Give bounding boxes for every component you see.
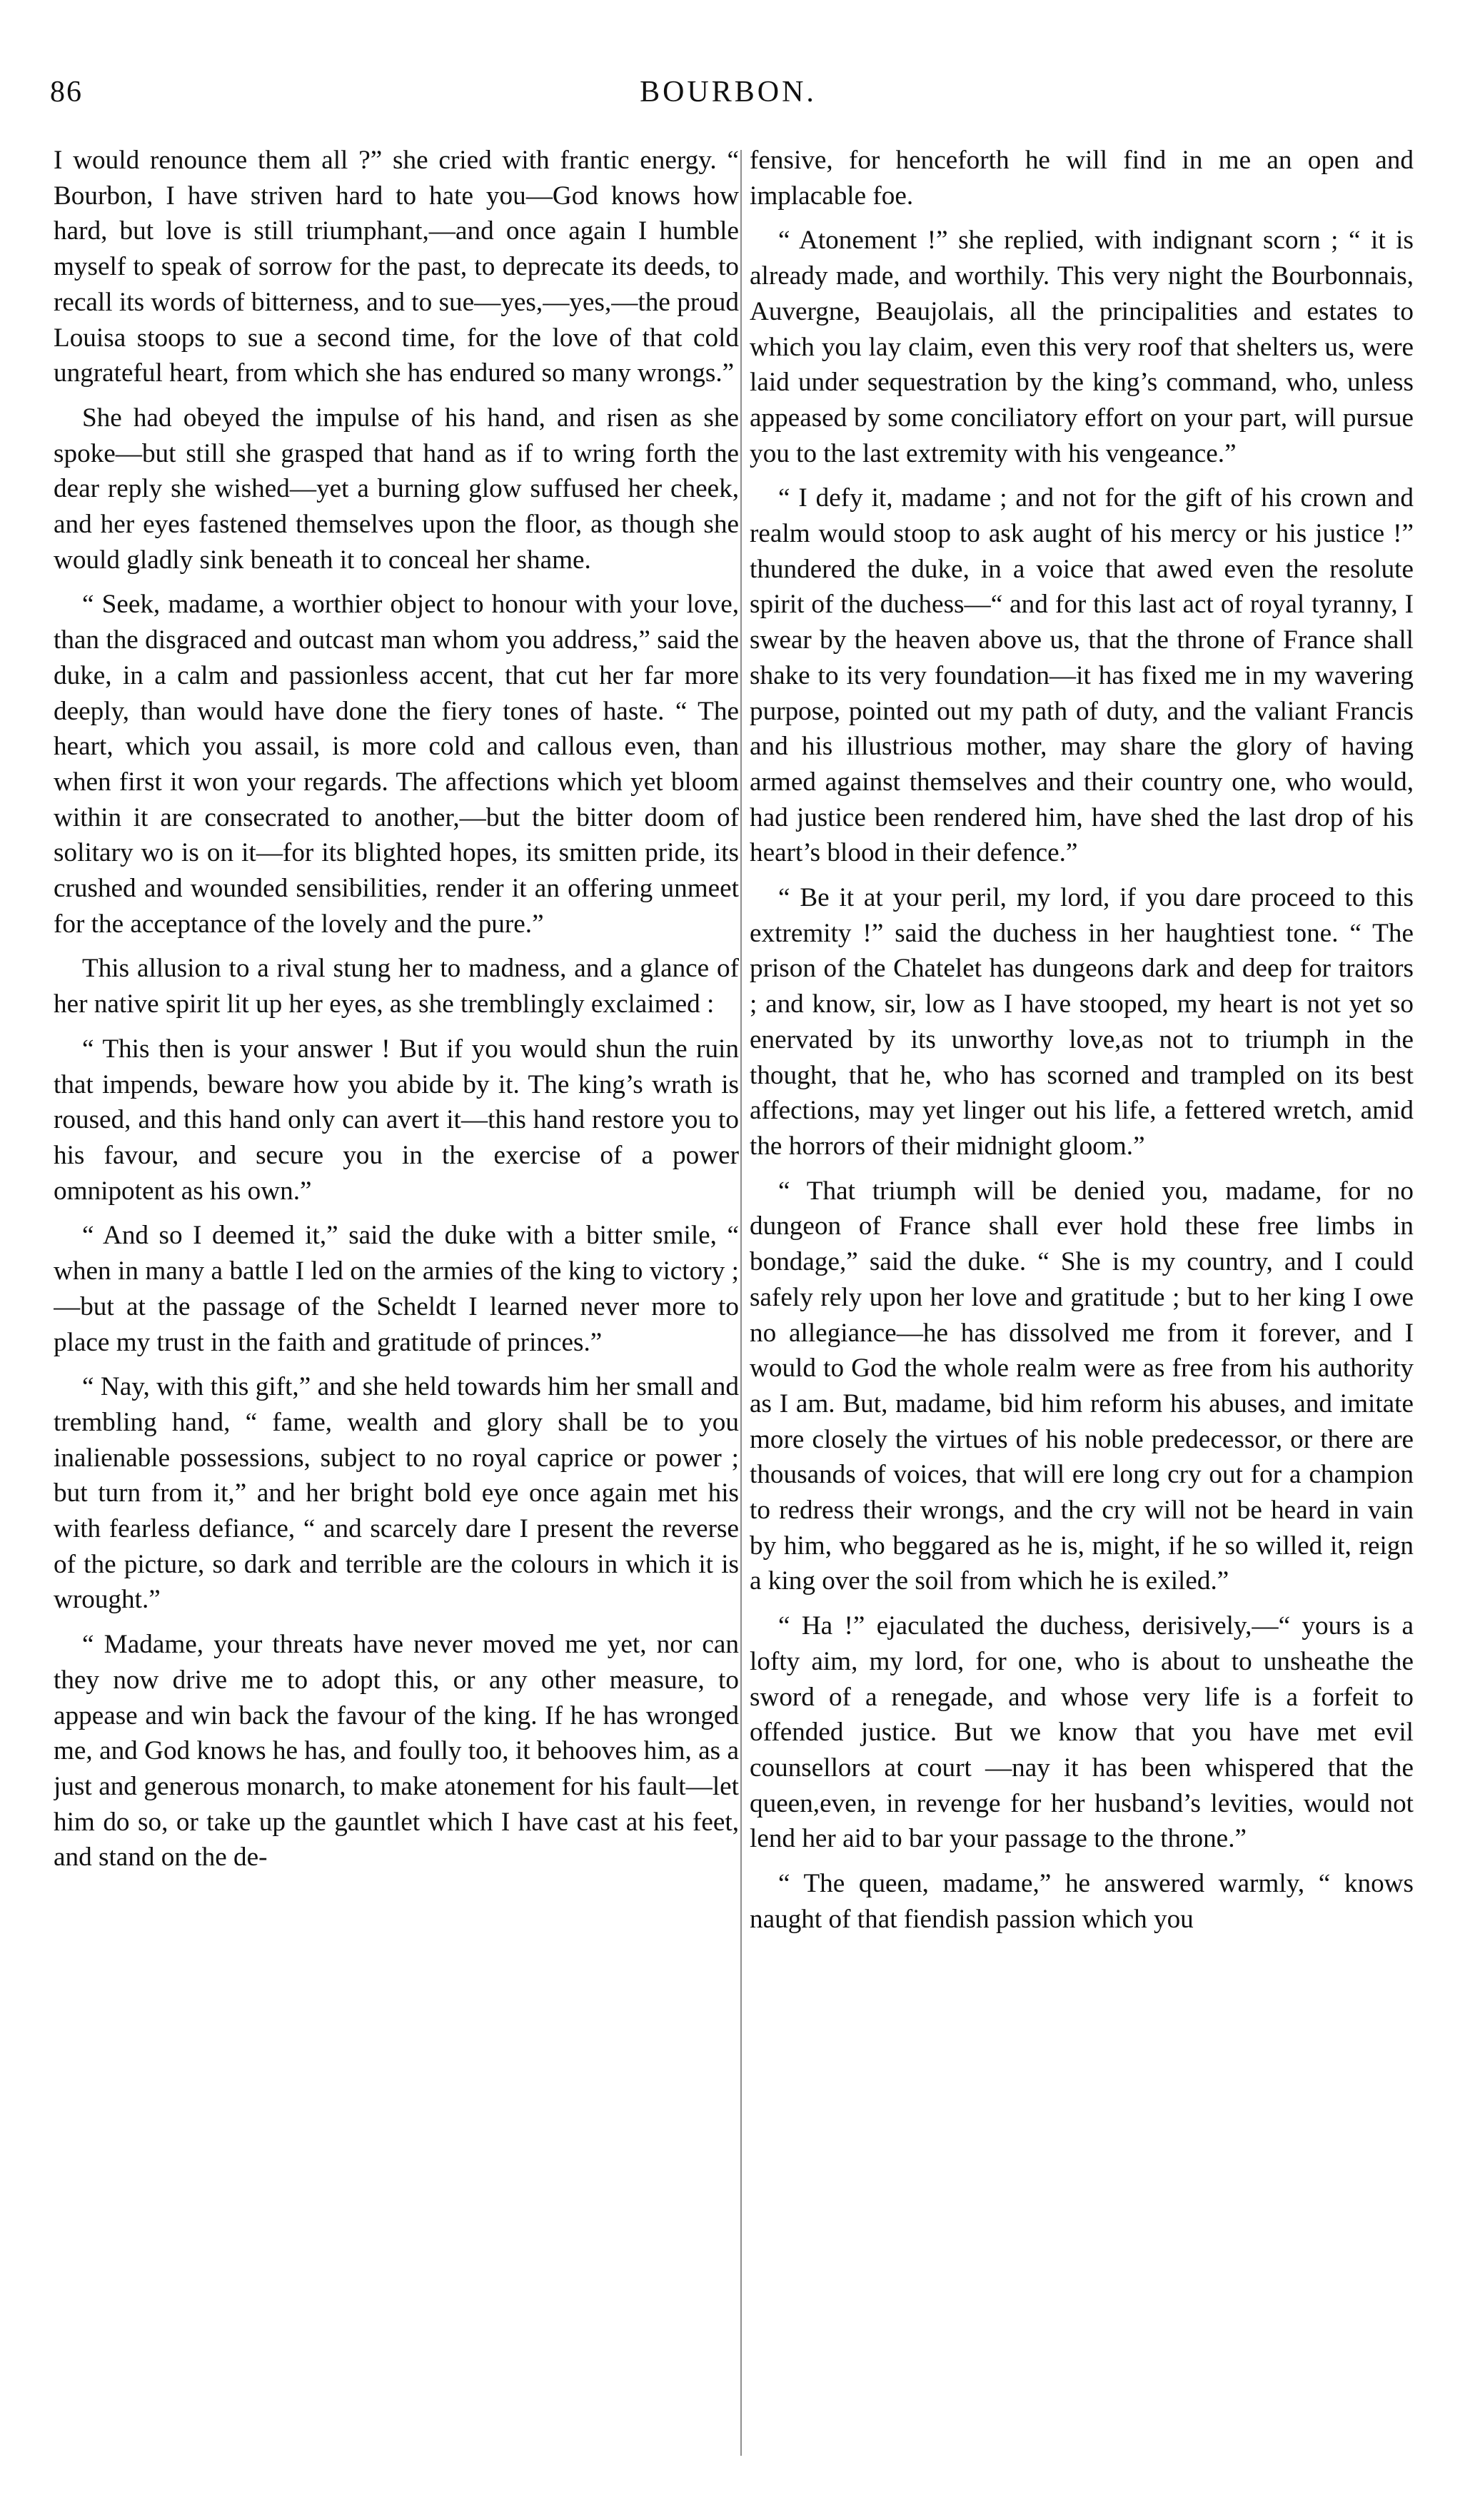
paragraph: I would renounce them all ?” she cried with frantic energy. “ Bourbon, I have striven hard to hate you—God knows how hard, but love is still triumphant,—and once again I humble myself to speak of sorrow for the past, to deprecate its deeds, to recall its words of bitterness, and to sue—yes,—yes,—the proud Louisa stoops to sue a second time, for the love of that cold ungrateful heart, from which she has endured so many wrongs.” [54, 146, 739, 388]
paragraph: “ Seek, madame, a worthier object to honour with your love, than the disgraced and outcast man whom you address,” said the duke, in a calm and passionless accent, that cut her far more deeply, than would have done the fiery tones of haste. “ The heart, which you assail, is more cold and callous even, than when first it won your regards. The affections which yet bloom within it are consecrated to another,—but the bitter doom of solitary wo is on it—for its blighted hopes, its smitten pride, its crushed and wounded sensibilities, render it an offering unmeet for the acceptance of the lovely and the pure.” [54, 590, 739, 939]
paragraph: “ Nay, with this gift,” and she held towards him her small and trembling hand, “ fame, wealth and glory shall be to you inalienable possessions, subject to no royal caprice or power ; but turn from it,” and her bright bold eye once again met his with fearless defiance, “ and scarcely dare I present the reverse of the picture, so dark and terrible are the colours in which it is wrought.” [54, 1372, 739, 1615]
paragraph: “ This then is your answer ! But if you would shun the ruin that impends, beware how you abide by it. The king’s wrath is roused, and this hand only can avert it—this hand restore you to his favour, and secure you in the exercise of a power omnipotent as his own.” [54, 1034, 739, 1206]
running-head: BOURBON. [640, 76, 817, 109]
page-number: 86 [50, 76, 83, 109]
column-divider [740, 150, 742, 2456]
left-column [54, 143, 739, 2456]
paragraph: fensive, for henceforth he will find in me an open and implacable foe. [750, 146, 1414, 211]
paragraph: “ Ha !” ejaculated the duchess, derisively,—“ yours is a lofty aim, my lord, for one, who is about to unsheathe the sword of a renegade, and whose very life is a forfeit to offended justice. But we know that you have met evil counsellors at court —nay it has been whispered that the queen,even, in revenge for her husband’s levities, would not lend her aid to bar your passage to the throne.” [750, 1611, 1414, 1854]
paragraph: This allusion to a rival stung her to madness, and a glance of her native spirit lit up her eyes, as she tremblingly exclaimed : [54, 954, 739, 1019]
paragraph: She had obeyed the impulse of his hand, and risen as she spoke—but still she grasped that hand as if to wring forth the dear reply she wished—yet a burning glow suffused her cheek, and her eyes fastened themselves upon the floor, as though she would gladly sink beneath it to conceal her shame. [54, 403, 739, 575]
paragraph: “ That triumph will be denied you, madame, for no dungeon of France shall ever hold these free limbs in bondage,” said the duke. “ She is my country, and I could safely rely upon her love and gratitude ; but to her king I owe no allegiance—he has dissolved me from it forever, and I would to God the whole realm were as free from his authority as I am. But, madame, bid him reform his abuses, and imitate more closely the virtues of his noble predecessor, or there are thousands of voices, that will ere long cry out for a champion to redress their wrongs, and the cry will not be heard in vain by him, who beggared as he is, might, if he so willed it, reign a king over the soil from which he is exiled.” [750, 1176, 1414, 1596]
paragraph: “ Atonement !” she replied, with indignant scorn ; “ it is already made, and worthily. This very night the Bourbonnais, Auvergne, Beaujolais, all the principalities and estates to which you lay claim, even this very roof that shelters us, were laid under sequestration by the king’s command, who, unless appeased by some conciliatory effort on your part, will pursue you to the last extremity with his vengeance.” [750, 226, 1414, 468]
paragraph: “ The queen, madame,” he answered warmly, “ knows naught of that fiendish passion which you [750, 1869, 1414, 1934]
paragraph: “ Be it at your peril, my lord, if you dare proceed to this extremity !” said the duchess in her haughtiest tone. “ The prison of the Chatelet has dungeons dark and deep for traitors ; and know, sir, low as I have stooped, my heart is not yet so enervated by its unworthy love,as not to triumph in the thought, that he, who has scorned and trampled on its best affections, may yet linger out his life, a fettered wretch, amid the horrors of their midnight gloom.” [750, 883, 1414, 1161]
paragraph: “ I defy it, madame ; and not for the gift of his crown and realm would stoop to ask aught of his mercy or his justice !” thundered the duke, in a voice that awed even the resolute spirit of the duchess—“ and for this last act of royal tyranny, I swear by the heaven above us, that the throne of France shall shake to its very foundation—it has fixed me in my wavering purpose, pointed out my path of duty, and the valiant Francis and his illustrious mother, may share the glory of having armed against themselves and their country one, who would, had justice been rendered him, have shed the last drop of his heart’s blood in their defence.” [750, 483, 1414, 868]
paragraph: “ Madame, your threats have never moved me yet, nor can they now drive me to adopt this, or any other measure, to appease and win back the favour of the king. If he has wronged me, and God knows he has, and foully too, it behooves him, as a just and generous monarch, to make atonement for his fault—let him do so, or take up the gauntlet which I have cast at his feet, and stand on the de- [54, 1630, 739, 1873]
paragraph: “ And so I deemed it,” said the duke with a bitter smile, “ when in many a battle I led on the armies of the king to victory ;—but at the passage of the Scheldt I learned never more to place my trust in the faith and gratitude of princes.” [54, 1221, 739, 1357]
right-column [750, 143, 1414, 2456]
page-header [50, 75, 1406, 125]
